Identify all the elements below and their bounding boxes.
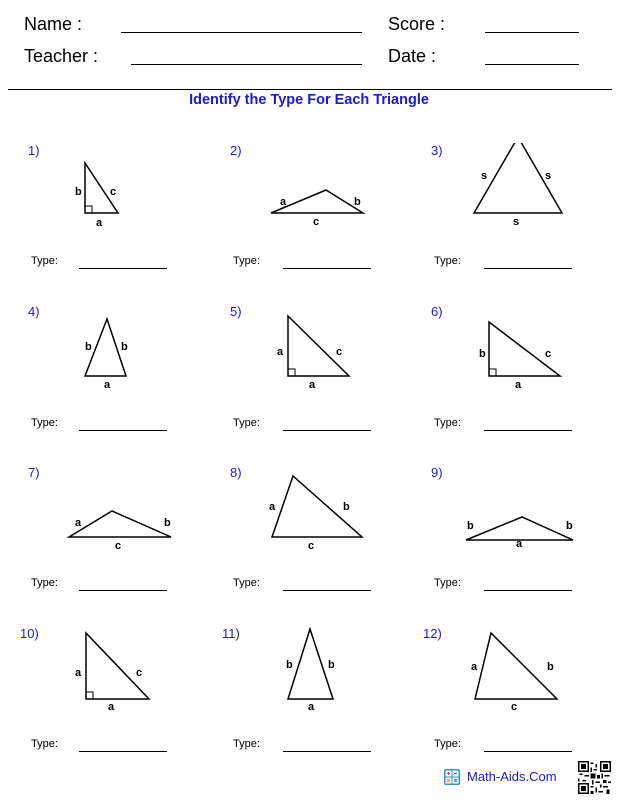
type-answer-field[interactable]	[283, 268, 371, 269]
triangle-figure	[431, 304, 618, 414]
triangle-figure	[431, 465, 618, 575]
side-label: c	[313, 216, 320, 228]
side-label: b	[354, 196, 361, 208]
type-label: Type:	[31, 417, 58, 429]
qr-code-icon	[578, 761, 611, 794]
header-divider	[8, 89, 612, 90]
side-label: s	[513, 216, 520, 228]
side-label: c	[545, 348, 552, 360]
problem-number: 5)	[230, 304, 242, 319]
problem-number: 9)	[431, 465, 443, 480]
type-label: Type:	[233, 255, 260, 267]
triangle-figure	[222, 626, 422, 736]
type-label: Type:	[233, 738, 260, 750]
triangle-figure	[28, 304, 228, 414]
side-label: a	[471, 661, 478, 673]
side-label: s	[481, 170, 488, 182]
type-label: Type:	[434, 738, 461, 750]
score-label: Score :	[388, 14, 446, 34]
side-label: a	[516, 538, 523, 550]
side-label: b	[286, 659, 293, 671]
problem-number: 7)	[28, 465, 40, 480]
type-label: Type:	[434, 255, 461, 267]
type-answer-field[interactable]	[79, 268, 167, 269]
triangle-figure	[423, 626, 618, 736]
side-label: a	[277, 346, 284, 358]
name-label: Name :	[24, 14, 83, 34]
triangle-figure	[431, 143, 618, 253]
type-label: Type:	[31, 255, 58, 267]
type-answer-field[interactable]	[484, 268, 572, 269]
side-label: b	[328, 659, 335, 671]
type-label: Type:	[31, 738, 58, 750]
site-name[interactable]: Math-Aids.Com	[467, 769, 557, 784]
date-label: Date :	[388, 46, 437, 66]
type-answer-field[interactable]	[79, 430, 167, 431]
side-label: b	[566, 520, 573, 532]
type-answer-field[interactable]	[283, 430, 371, 431]
side-label: b	[75, 186, 82, 198]
problem-5	[230, 304, 430, 464]
side-label: b	[85, 341, 92, 353]
side-label: c	[308, 540, 315, 552]
side-label: a	[104, 379, 111, 391]
side-label: b	[121, 341, 128, 353]
problem-10	[20, 626, 220, 786]
side-label: a	[75, 517, 82, 529]
problem-6	[431, 304, 618, 464]
name-field[interactable]	[121, 32, 362, 33]
side-label: c	[110, 186, 117, 198]
date-field[interactable]	[485, 64, 579, 65]
side-label: a	[308, 701, 315, 713]
calculator-icon	[444, 769, 460, 785]
type-answer-field[interactable]	[283, 590, 371, 591]
triangle-figure	[230, 304, 430, 414]
problem-number: 12)	[423, 626, 442, 641]
type-label: Type:	[31, 577, 58, 589]
problem-number: 4)	[28, 304, 40, 319]
side-label: b	[343, 501, 350, 513]
side-label: b	[164, 517, 171, 529]
triangle-figure	[20, 626, 220, 736]
side-label: c	[511, 701, 518, 713]
side-label: c	[336, 346, 343, 358]
triangle-figure	[230, 465, 430, 575]
side-label: a	[96, 217, 103, 229]
score-field[interactable]	[485, 32, 579, 33]
side-label: b	[467, 520, 474, 532]
triangle-figure	[28, 465, 228, 575]
problem-number: 3)	[431, 143, 443, 158]
problem-3	[431, 143, 618, 303]
problem-number: 6)	[431, 304, 443, 319]
side-label: a	[75, 667, 82, 679]
type-label: Type:	[233, 417, 260, 429]
type-label: Type:	[434, 417, 461, 429]
problem-number: 1)	[28, 143, 40, 158]
side-label: b	[547, 661, 554, 673]
problem-4	[28, 304, 228, 464]
type-label: Type:	[233, 577, 260, 589]
side-label: b	[479, 348, 486, 360]
type-label: Type:	[434, 577, 461, 589]
triangle-figure	[230, 143, 430, 253]
page-title: Identify the Type For Each Triangle	[189, 92, 429, 108]
side-label: c	[115, 540, 122, 552]
problem-number: 8)	[230, 465, 242, 480]
side-label: a	[280, 196, 287, 208]
teacher-label: Teacher :	[24, 46, 99, 66]
side-label: a	[515, 379, 522, 391]
side-label: a	[309, 379, 316, 391]
teacher-field[interactable]	[131, 64, 362, 65]
side-label: a	[108, 701, 115, 713]
type-answer-field[interactable]	[79, 590, 167, 591]
type-answer-field[interactable]	[484, 430, 572, 431]
type-answer-field[interactable]	[79, 751, 167, 752]
type-answer-field[interactable]	[283, 751, 371, 752]
problem-2	[230, 143, 430, 303]
triangle-figure	[28, 143, 228, 253]
side-label: a	[269, 501, 276, 513]
problem-9	[431, 465, 618, 625]
problem-8	[230, 465, 430, 625]
problem-number: 11)	[222, 626, 240, 641]
problem-1	[28, 143, 228, 303]
problem-number: 10)	[20, 626, 39, 641]
type-answer-field[interactable]	[484, 590, 572, 591]
side-label: s	[545, 170, 552, 182]
type-answer-field[interactable]	[484, 751, 572, 752]
problem-7	[28, 465, 228, 625]
problem-number: 2)	[230, 143, 242, 158]
problem-11	[222, 626, 422, 786]
side-label: c	[136, 667, 143, 679]
